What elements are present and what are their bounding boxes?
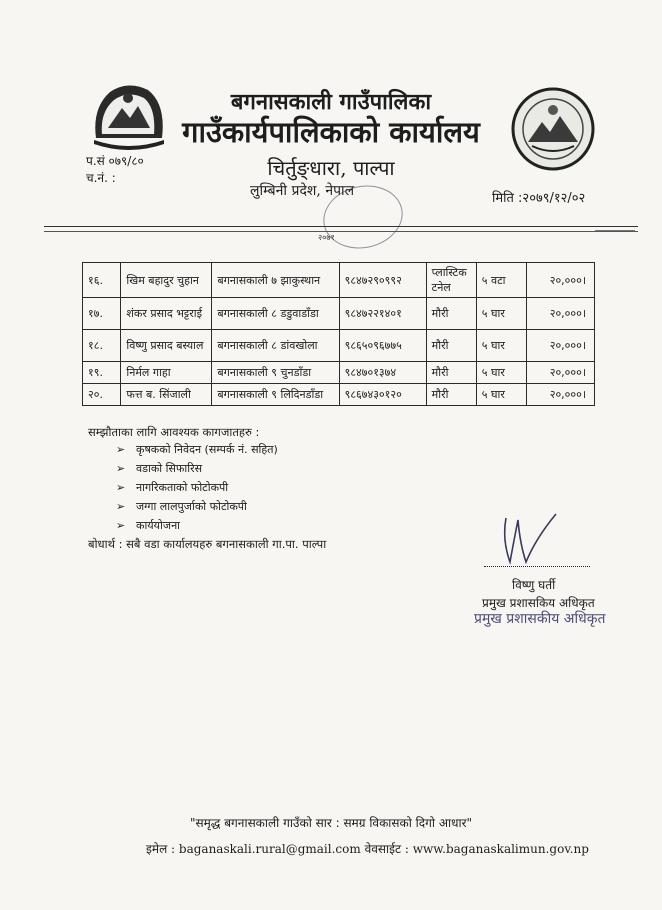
row-type: मौरी — [426, 384, 476, 406]
footer-contacts — [146, 840, 589, 857]
table-row — [83, 384, 595, 406]
stamp-year: २०७१ — [318, 233, 335, 242]
document-label: कार्ययोजना — [136, 519, 181, 532]
row-serial: २०. — [83, 384, 121, 406]
row-type: मौरी — [426, 330, 476, 362]
list-item — [116, 480, 228, 495]
row-type: मौरी — [426, 362, 476, 384]
row-serial: १६. — [83, 263, 121, 298]
list-item — [116, 442, 278, 457]
document-label: नागरिकताको फोटोकपी — [136, 481, 229, 494]
email-link[interactable]: baganaskali.rural@gmail.com — [178, 842, 361, 856]
table-row — [83, 330, 595, 362]
footer-slogan: "समृद्ध बगनासकाली गाउँको सार : समग्र विकासको दिगो आधार" — [189, 816, 473, 830]
bodartha-note: बोधार्थ : सबै वडा कार्यालयहरु बगनासकाली गा.पा. पाल्पा — [88, 537, 327, 551]
row-amount: २०,०००। — [526, 330, 594, 362]
org-main-title: गाउँकार्यपालिकाको कार्यालय — [182, 115, 480, 149]
row-serial: १९. — [83, 362, 121, 384]
row-type: प्लास्टिक टनेल — [426, 263, 476, 298]
row-address: बगनासकाली ७ झाकुस्थान — [212, 263, 339, 298]
row-amount: २०,०००। — [526, 384, 594, 406]
row-name: खिम बहादुर चुहान — [121, 263, 212, 298]
org-address: चिर्तुङ्धारा, पाल्पा — [267, 156, 395, 180]
header-rule-tail — [595, 230, 635, 231]
arrow-icon: ➢ — [116, 481, 126, 494]
table-row — [83, 263, 595, 298]
row-quantity: ५ घार — [476, 298, 526, 330]
chalan-number: च.नं. : — [86, 171, 116, 185]
document-label: कृषकको निवेदन (सम्पर्क नं. सहित) — [136, 443, 278, 456]
website-link[interactable]: www.baganaskalimun.gov.np — [412, 842, 589, 856]
arrow-icon: ➢ — [116, 500, 126, 513]
header-rule — [44, 226, 638, 227]
list-item — [116, 461, 202, 476]
row-amount: २०,०००। — [526, 298, 594, 330]
org-province: लुम्बिनी प्रदेश, नेपाल — [250, 183, 355, 199]
row-quantity: ५ घार — [476, 362, 526, 384]
email-label: इमेल : — [146, 842, 179, 856]
beneficiary-table — [82, 262, 595, 406]
row-name: निर्मल गाहा — [121, 362, 212, 384]
website-label: वेवसाईट : — [360, 842, 413, 856]
row-serial: १८. — [83, 330, 121, 362]
reference-number: प.सं ०७९/८० — [86, 154, 144, 168]
table-row — [83, 362, 595, 384]
row-address: बगनासकाली ८ डडुवाडाँडा — [212, 298, 339, 330]
list-item — [116, 499, 247, 514]
org-small-title: बगनासकाली गाउँपालिका — [230, 89, 432, 115]
row-phone: ९८६७४३०१२० — [339, 384, 426, 406]
arrow-icon: ➢ — [116, 443, 126, 456]
row-address: बगनासकाली ९ चुनडाँडा — [212, 362, 339, 384]
row-name: फत्त ब. सिंजाली — [121, 384, 212, 406]
signatory-name: विष्णु घर्ती — [512, 578, 556, 592]
documents-heading: सम्झौताका लागि आवश्यक कागजातहरु : — [88, 425, 260, 439]
table-row — [83, 298, 595, 330]
row-amount: २०,०००। — [526, 362, 594, 384]
row-address: बगनासकाली ८ डांवखोला — [212, 330, 339, 362]
document-label: जग्गा लालपुर्जाको फोटोकपी — [136, 500, 247, 513]
row-quantity: ५ घार — [476, 330, 526, 362]
header-rule-thin — [44, 231, 638, 232]
arrow-icon: ➢ — [116, 462, 126, 475]
row-name: विष्णु प्रसाद बस्याल — [121, 330, 212, 362]
handwritten-signature — [492, 510, 562, 570]
row-quantity: ५ वटा — [476, 263, 526, 298]
arrow-icon: ➢ — [116, 519, 126, 532]
row-serial: १७. — [83, 298, 121, 330]
row-type: मौरी — [426, 298, 476, 330]
signature-line — [484, 566, 590, 567]
row-amount: २०,०००। — [526, 263, 594, 298]
letter-date: मिति :२०७९/१२/०२ — [492, 191, 586, 206]
row-name: शंकर प्रसाद भट्टराई — [121, 298, 212, 330]
row-phone: ९८४७०१३७४ — [339, 362, 426, 384]
document-label: वडाको सिफारिस — [136, 462, 203, 475]
row-phone: ९८४७२२१४०१ — [339, 298, 426, 330]
row-phone: ९८४७२९०९९२ — [339, 263, 426, 298]
signatory-stamp-role: प्रमुख प्रशासकीय अधिकृत — [474, 611, 606, 627]
list-item — [116, 518, 180, 533]
row-address: बगनासकाली ९ लिदिनडाँडा — [212, 384, 339, 406]
row-quantity: ५ घार — [476, 384, 526, 406]
signatory-role: प्रमुख प्रशासकिय अधिकृत — [482, 596, 595, 610]
row-phone: ९८६५०९६७७५ — [339, 330, 426, 362]
